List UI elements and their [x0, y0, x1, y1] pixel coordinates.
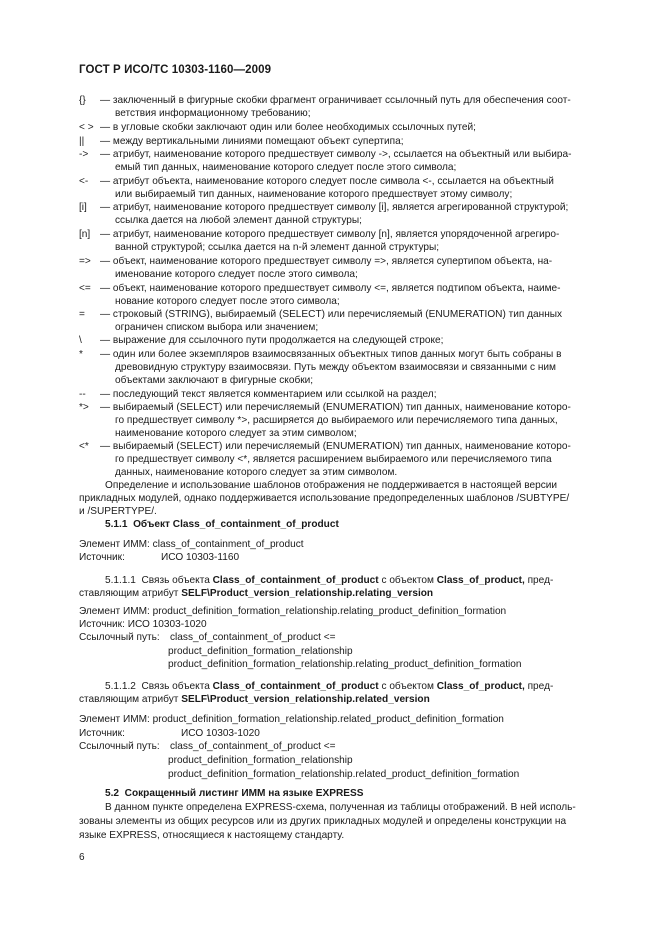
notation-description-line: ссылка дается на любой элемент данной структуры; [115, 215, 362, 226]
notation-description-line: — заключенный в фигурные скобки фрагмент ограничивает ссылочный путь для обеспечения соот- [100, 95, 571, 106]
notation-description-line: — выражение для ссылочного пути продолжается на следующей строке; [100, 335, 444, 346]
paragraph-line: В данном пункте определена EXPRESS-схема, полученная из таблицы отображений. В ней исполь- [105, 802, 576, 813]
subsection-5-1-1-1-line1: 5.1.1.1 Связь объекта Class_of_containment_of_product с объектом Class_of_product, пред- [105, 575, 554, 586]
section-title: Сокращенный листинг ИММ на языке EXPRESS [124, 788, 364, 799]
notation-symbol: => [79, 256, 91, 267]
aim-element-line: Элемент ИММ: product_definition_formation_relationship.related_product_definition_formation [79, 714, 504, 725]
paragraph-line: Определение и использование шаблонов отображения не поддерживается в настоящей версии [105, 480, 558, 491]
notation-symbol: <* [79, 441, 89, 452]
aim-value: class_of_containment_of_product [152, 539, 304, 550]
notation-description-line: — в угловые скобки заключают один или более необходимых ссылочных путей; [100, 122, 476, 133]
notation-symbol: <= [79, 283, 91, 294]
reference-path-line: class_of_containment_of_product <= [170, 632, 336, 643]
notation-symbol: <- [79, 176, 89, 187]
paragraph-line: языке EXPRESS, относящиеся к настоящему стандарту. [79, 830, 345, 841]
notation-description-line: го предшествует символу <*, является расширением выбираемого или перечисляемого типа [115, 454, 552, 465]
notation-description-line: — атрибут, наименование которого предшествует символу [i], является агрегированной структурой; [100, 202, 569, 213]
notation-symbol: < > [79, 122, 94, 133]
reference-path-line: class_of_containment_of_product <= [170, 741, 336, 752]
reference-path-line: product_definition_formation_relationship [168, 646, 353, 657]
aim-element-line: Элемент ИММ: product_definition_formation_relationship.relating_product_definition_formation [79, 606, 507, 617]
source-value: ИСО 10303-1160 [161, 552, 240, 563]
notation-description-line: — атрибут объекта, наименование которого следует после символа <-, ссылается на объектный [100, 176, 554, 187]
notation-description-line: древовидную структуру взаимосвязи. Путь между объектом взаимосвязи и связанными с ним [115, 362, 556, 373]
aim-element-line [79, 538, 304, 552]
section-heading-5-2 [105, 787, 363, 801]
notation-description-line: — строковый (STRING), выбираемый (SELECT) или перечисляемый (ENUMERATION) тип данных [100, 309, 563, 320]
aim-label: Элемент ИММ: [79, 539, 150, 550]
notation-description-line: нование которого следует после этого символа; [115, 296, 340, 307]
notation-symbol: * [79, 349, 83, 360]
notation-symbol: \ [79, 335, 82, 346]
notation-description-line: ванной структурой; ссылка дается на n-й элемент данной структуры; [115, 242, 440, 253]
notation-description-line: — выбираемый (SELECT) или перечисляемый (ENUMERATION) тип данных, наименование которо- [100, 402, 571, 413]
notation-description-line: го предшествует символу *>, расширяется до выбираемого или перечисляемого типа данных, [115, 415, 558, 426]
notation-symbol: = [79, 309, 85, 320]
section-number: 5.1.1 [105, 519, 128, 530]
notation-description-line: ветствия информационному требованию; [115, 108, 311, 119]
notation-description-line: — атрибут, наименование которого предшествует символу [n], является упорядоченной агрегиро- [100, 229, 560, 240]
section-heading-5-1-1 [105, 518, 339, 532]
notation-description-line: — между вертикальными линиями помещают объект супертипа; [100, 136, 404, 147]
source-line [79, 551, 125, 565]
notation-description-line: — один или более экземпляров взаимосвязанных объектных типов данных могут быть собраны в [100, 349, 562, 360]
notation-description-line: наименование которого следует за этим символом; [115, 428, 357, 439]
notation-description-line: — атрибут, наименование которого предшествует символу ->, ссылается на объектный или выбира- [100, 149, 572, 160]
section-number: 5.2 [105, 788, 120, 799]
paragraph-line: прикладных модулей, однако поддерживается использование предопределенных шаблонов /SUBTYPE/ [79, 493, 570, 504]
notation-symbol: [i] [79, 202, 87, 213]
notation-description-line: именование которого следует после этого символа; [115, 269, 358, 280]
reference-path-line: product_definition_formation_relationship [168, 755, 353, 766]
source-line: Источник: ИСО 10303-1020 [79, 619, 207, 630]
notation-description-line: емый тип данных, наименование которого следует после этого символа; [115, 162, 457, 173]
document-header: ГОСТ Р ИСО/ТС 10303-1160—2009 [79, 64, 272, 76]
notation-description-line: ограничен списком выбора или значением; [115, 322, 319, 333]
source-label: Источник: [79, 728, 125, 739]
reference-path-line: product_definition_formation_relationship.relating_product_definition_formation [168, 659, 522, 670]
notation-symbol: || [79, 136, 85, 147]
subsection-5-1-1-2-line2: ставляющим атрибут SELF\Product_version_relationship.related_version [79, 694, 430, 705]
notation-description-line: или выбираемый тип данных, наименование которого предшествует этому символу; [115, 189, 513, 200]
page-number: 6 [79, 852, 85, 863]
notation-description-line: — выбираемый (SELECT) или перечисляемый (ENUMERATION) тип данных, наименование которо- [100, 441, 571, 452]
notation-description-line: — объект, наименование которого предшествует символу =>, является супертипом объекта, на- [100, 256, 553, 267]
section-title: Объект Class_of_containment_of_product [133, 519, 339, 530]
notation-symbol: -> [79, 149, 89, 160]
paragraph-line: и /SUPERTYPE/. [79, 506, 157, 517]
notation-symbol: -- [79, 389, 86, 400]
reference-path-line: product_definition_formation_relationship.related_product_definition_formation [168, 769, 520, 780]
subsection-5-1-1-2-line1: 5.1.1.2 Связь объекта Class_of_containment_of_product с объектом Class_of_product, пред- [105, 681, 554, 692]
notation-description-line: — последующий текст является комментарием или ссылкой на раздел; [100, 389, 437, 400]
reference-path-label: Ссылочный путь: [79, 632, 160, 643]
notation-description-line: объектами заключают в фигурные скобки; [115, 375, 314, 386]
source-value: ИСО 10303-1020 [181, 728, 260, 739]
reference-path-label: Ссылочный путь: [79, 741, 160, 752]
subsection-5-1-1-1-line2: ставляющим атрибут SELF\Product_version_relationship.relating_version [79, 588, 434, 599]
notation-symbol: {} [79, 95, 86, 106]
source-label: Источник: [79, 552, 125, 563]
notation-symbol: *> [79, 402, 89, 413]
notation-description-line: — объект, наименование которого предшествует символу <=, является подтипом объекта, наиме- [100, 283, 561, 294]
notation-symbol: [n] [79, 229, 91, 240]
notation-description-line: данных, наименование которого следует за этим символом. [115, 467, 398, 478]
paragraph-line: зованы элементы из общих ресурсов или из других прикладных модулей и определены конструкции на [79, 816, 567, 827]
